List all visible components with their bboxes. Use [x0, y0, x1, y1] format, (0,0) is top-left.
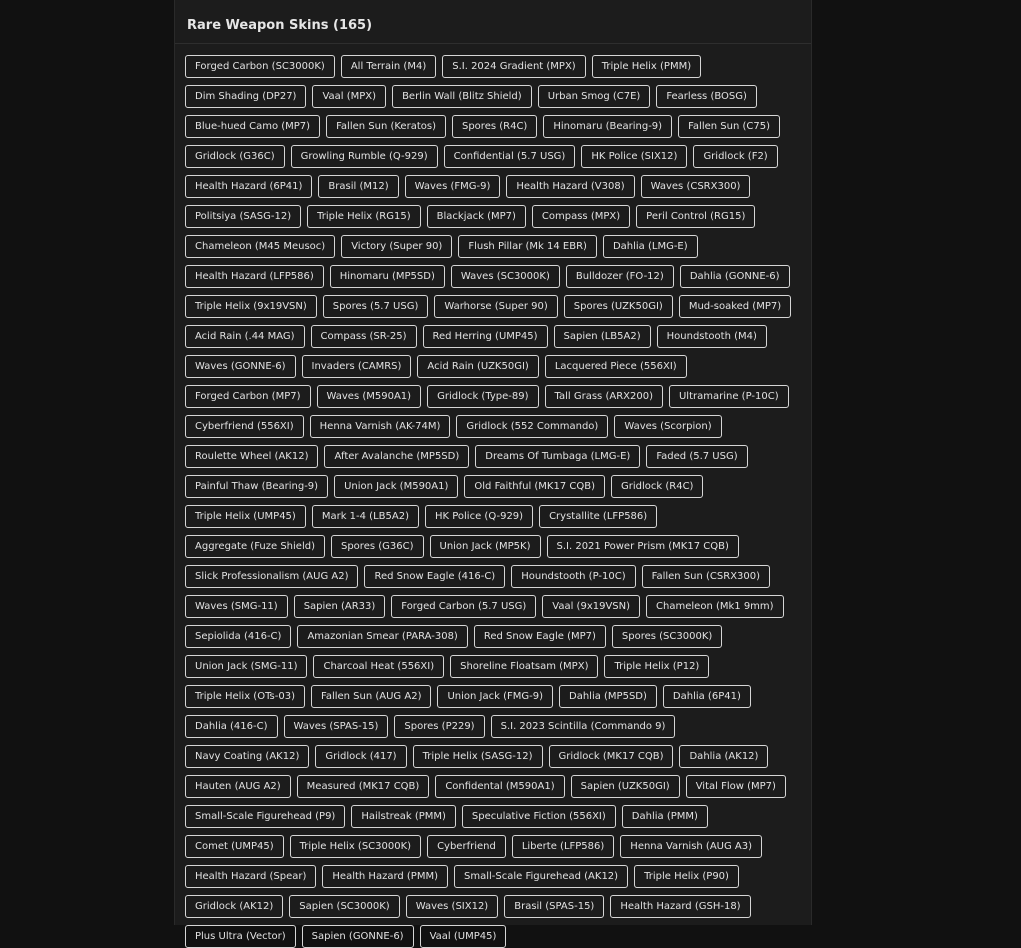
skin-tag[interactable]: Fallen Sun (CSRX300) — [642, 565, 770, 588]
skin-tag[interactable]: Cyberfriend — [427, 835, 506, 858]
skin-tag[interactable]: Triple Helix (SC3000K) — [290, 835, 421, 858]
skin-tag[interactable]: Vaal (MPX) — [312, 85, 386, 108]
skin-tag[interactable]: Sapien (SC3000K) — [289, 895, 399, 918]
skin-tag[interactable]: Gridlock (F2) — [693, 145, 777, 168]
rare-weapon-skins-panel — [174, 0, 812, 942]
skin-tag[interactable]: Triple Helix (9x19VSN) — [185, 295, 317, 318]
skin-tag[interactable]: HK Police (Q-929) — [425, 505, 533, 528]
skin-tag[interactable]: Gridlock (Type-89) — [427, 385, 538, 408]
skin-tag[interactable]: Crystallite (LFP586) — [539, 505, 657, 528]
skin-tag[interactable]: Waves (FMG-9) — [405, 175, 501, 198]
skin-tag[interactable]: Gridlock (MK17 CQB) — [549, 745, 674, 768]
skin-tag[interactable]: Sapien (GONNE-6) — [302, 925, 414, 948]
skin-tag[interactable]: Dreams Of Tumbaga (LMG-E) — [475, 445, 640, 468]
skin-tag[interactable]: Spores (G36C) — [331, 535, 424, 558]
skin-tag[interactable]: Compass (SR-25) — [311, 325, 417, 348]
skin-tag[interactable]: Mud-soaked (MP7) — [679, 295, 791, 318]
skin-tag[interactable]: Vital Flow (MP7) — [686, 775, 786, 798]
skin-tag[interactable]: Health Hazard (V308) — [506, 175, 634, 198]
skin-tag[interactable]: Spores (UZK50GI) — [564, 295, 673, 318]
skin-tag[interactable]: All Terrain (M4) — [341, 55, 436, 78]
skin-tag[interactable]: Amazonian Smear (PARA-308) — [297, 625, 467, 648]
skin-tag[interactable]: Henna Varnish (AUG A3) — [620, 835, 762, 858]
skin-tag[interactable]: Gridlock (R4C) — [611, 475, 703, 498]
skin-tag[interactable]: Sapien (LB5A2) — [554, 325, 651, 348]
skin-tag[interactable]: Red Herring (UMP45) — [423, 325, 548, 348]
skin-tag[interactable]: Dahlia (GONNE-6) — [680, 265, 790, 288]
skin-tag[interactable]: Triple Helix (UMP45) — [185, 505, 306, 528]
skin-tag[interactable]: Spores (R4C) — [452, 115, 537, 138]
skin-tag[interactable]: Sepiolida (416-C) — [185, 625, 291, 648]
skin-tag[interactable]: Red Snow Eagle (416-C) — [364, 565, 505, 588]
skin-tag[interactable]: Dahlia (PMM) — [622, 805, 708, 828]
skin-tag[interactable]: Acid Rain (.44 MAG) — [185, 325, 305, 348]
skin-tag[interactable]: Acid Rain (UZK50GI) — [417, 355, 538, 378]
skin-tag[interactable]: Vaal (UMP45) — [420, 925, 507, 948]
skin-tag[interactable]: Waves (GONNE-6) — [185, 355, 296, 378]
skin-tag[interactable]: Health Hazard (Spear) — [185, 865, 316, 888]
skin-tag[interactable]: Brasil (M12) — [318, 175, 398, 198]
skin-tag[interactable]: Speculative Fiction (556XI) — [462, 805, 616, 828]
skin-tag[interactable]: Compass (MPX) — [532, 205, 630, 228]
skin-tag[interactable]: Red Snow Eagle (MP7) — [474, 625, 606, 648]
skin-tag[interactable]: Fallen Sun (Keratos) — [326, 115, 446, 138]
skin-tag[interactable]: Waves (SC3000K) — [451, 265, 560, 288]
skin-tag[interactable]: Invaders (CAMRS) — [302, 355, 412, 378]
skin-tag[interactable]: Small-Scale Figurehead (AK12) — [454, 865, 628, 888]
skin-tag[interactable]: S.I. 2023 Scintilla (Commando 9) — [491, 715, 676, 738]
skin-tag[interactable]: Gridlock (417) — [315, 745, 406, 768]
skin-tag[interactable]: Dahlia (416-C) — [185, 715, 278, 738]
skin-tag[interactable]: Spores (SC3000K) — [612, 625, 722, 648]
skin-tag[interactable]: Mark 1-4 (LB5A2) — [312, 505, 419, 528]
skin-tag[interactable]: Spores (P229) — [394, 715, 484, 738]
skin-tag[interactable]: Lacquered Piece (556XI) — [545, 355, 687, 378]
skin-tag[interactable]: Peril Control (RG15) — [636, 205, 755, 228]
skin-tag[interactable]: Blackjack (MP7) — [427, 205, 526, 228]
skin-tag[interactable]: Union Jack (SMG-11) — [185, 655, 307, 678]
skin-tag[interactable]: Victory (Super 90) — [341, 235, 452, 258]
panel-title: Rare Weapon Skins (165) — [187, 18, 373, 33]
skin-tag[interactable]: Chameleon (M45 Meusoc) — [185, 235, 335, 258]
skin-tag[interactable]: Hinomaru (Bearing-9) — [543, 115, 672, 138]
skin-tag[interactable]: Triple Helix (SASG-12) — [413, 745, 543, 768]
skin-tag[interactable]: Vaal (9x19VSN) — [542, 595, 640, 618]
skin-tag-list — [175, 44, 811, 948]
skin-tag[interactable]: Fallen Sun (C75) — [678, 115, 780, 138]
skin-tag[interactable]: Growling Rumble (Q-929) — [291, 145, 438, 168]
skin-tag[interactable]: Politsiya (SASG-12) — [185, 205, 301, 228]
skin-tag[interactable]: Dim Shading (DP27) — [185, 85, 306, 108]
skin-tag[interactable]: Fallen Sun (AUG A2) — [311, 685, 431, 708]
skin-tag[interactable]: Houndstooth (P-10C) — [511, 565, 635, 588]
skin-tag[interactable]: Berlin Wall (Blitz Shield) — [392, 85, 532, 108]
skin-tag[interactable]: Triple Helix (P12) — [604, 655, 709, 678]
skin-tag[interactable]: Plus Ultra (Vector) — [185, 925, 296, 948]
skin-tag[interactable]: Dahlia (LMG-E) — [603, 235, 698, 258]
skin-tag[interactable]: Gridlock (AK12) — [185, 895, 283, 918]
skin-tag[interactable]: Urban Smog (C7E) — [538, 85, 651, 108]
skin-tag[interactable]: Aggregate (Fuze Shield) — [185, 535, 325, 558]
skin-tag[interactable]: Union Jack (FMG-9) — [437, 685, 553, 708]
skin-tag[interactable]: Sapien (UZK50GI) — [571, 775, 680, 798]
skin-tag[interactable]: Union Jack (M590A1) — [334, 475, 458, 498]
skin-tag[interactable]: Hailstreak (PMM) — [351, 805, 456, 828]
skin-tag[interactable]: Waves (CSRX300) — [641, 175, 751, 198]
skin-tag[interactable]: Forged Carbon (MP7) — [185, 385, 311, 408]
skin-tag[interactable]: Triple Helix (OTs-03) — [185, 685, 305, 708]
skin-tag[interactable]: Gridlock (552 Commando) — [456, 415, 608, 438]
panel-header — [175, 0, 811, 44]
skin-tag[interactable]: Roulette Wheel (AK12) — [185, 445, 318, 468]
skin-tag[interactable]: Gridlock (G36C) — [185, 145, 285, 168]
skin-tag[interactable]: Blue-hued Camo (MP7) — [185, 115, 320, 138]
skin-tag[interactable]: Tall Grass (ARX200) — [545, 385, 663, 408]
skin-tag[interactable]: Henna Varnish (AK-74M) — [310, 415, 451, 438]
skin-tag[interactable]: Confidental (M590A1) — [435, 775, 564, 798]
skin-tag[interactable]: Chameleon (Mk1 9mm) — [646, 595, 784, 618]
skin-tag[interactable]: Forged Carbon (5.7 USG) — [391, 595, 536, 618]
skin-tag[interactable]: Waves (M590A1) — [317, 385, 422, 408]
skin-tag[interactable]: Confidential (5.7 USG) — [444, 145, 576, 168]
skin-tag[interactable]: Waves (SPAS-15) — [284, 715, 389, 738]
skin-tag[interactable]: Navy Coating (AK12) — [185, 745, 309, 768]
skin-tag[interactable]: Brasil (SPAS-15) — [504, 895, 604, 918]
skin-tag[interactable]: Waves (Scorpion) — [614, 415, 721, 438]
skin-tag[interactable]: Comet (UMP45) — [185, 835, 284, 858]
skin-tag[interactable]: Liberte (LFP586) — [512, 835, 614, 858]
skin-tag[interactable]: HK Police (SIX12) — [581, 145, 687, 168]
skin-tag[interactable]: Waves (SMG-11) — [185, 595, 288, 618]
skin-tag[interactable]: Painful Thaw (Bearing-9) — [185, 475, 328, 498]
skin-tag[interactable]: Warhorse (Super 90) — [434, 295, 557, 318]
skin-tag[interactable]: Triple Helix (P90) — [634, 865, 739, 888]
skin-tag[interactable]: Cyberfriend (556XI) — [185, 415, 304, 438]
skin-tag[interactable]: Small-Scale Figurehead (P9) — [185, 805, 345, 828]
skin-tag[interactable]: Slick Professionalism (AUG A2) — [185, 565, 358, 588]
skin-tag[interactable]: Health Hazard (PMM) — [322, 865, 448, 888]
skin-tag[interactable]: Measured (MK17 CQB) — [297, 775, 430, 798]
skin-tag[interactable]: Hinomaru (MP5SD) — [330, 265, 445, 288]
skin-tag[interactable]: Health Hazard (LFP586) — [185, 265, 324, 288]
skin-tag[interactable]: Houndstooth (M4) — [657, 325, 767, 348]
skin-tag[interactable]: Health Hazard (6P41) — [185, 175, 312, 198]
skin-tag[interactable]: Hauten (AUG A2) — [185, 775, 291, 798]
skin-tag[interactable]: Sapien (AR33) — [294, 595, 386, 618]
skin-tag[interactable]: Charcoal Heat (556XI) — [313, 655, 444, 678]
skin-tag[interactable]: Shoreline Floatsam (MPX) — [450, 655, 598, 678]
skin-tag[interactable]: Fearless (BOSG) — [656, 85, 757, 108]
skin-tag[interactable]: After Avalanche (MP5SD) — [324, 445, 469, 468]
skin-tag[interactable]: Waves (SIX12) — [406, 895, 499, 918]
skin-tag[interactable]: Triple Helix (RG15) — [307, 205, 421, 228]
skin-tag[interactable]: Forged Carbon (SC3000K) — [185, 55, 335, 78]
skin-tag[interactable]: S.I. 2024 Gradient (MPX) — [442, 55, 585, 78]
skin-tag[interactable]: Health Hazard (GSH-18) — [610, 895, 750, 918]
skin-tag[interactable]: Dahlia (AK12) — [679, 745, 768, 768]
skin-tag[interactable]: S.I. 2021 Power Prism (MK17 CQB) — [547, 535, 739, 558]
skin-tag[interactable]: Faded (5.7 USG) — [646, 445, 747, 468]
skin-tag[interactable]: Dahlia (6P41) — [663, 685, 751, 708]
skin-tag[interactable]: Triple Helix (PMM) — [592, 55, 701, 78]
skin-tag[interactable]: Spores (5.7 USG) — [323, 295, 429, 318]
skin-tag[interactable]: Union Jack (MP5K) — [430, 535, 541, 558]
skin-tag[interactable]: Ultramarine (P-10C) — [669, 385, 789, 408]
skin-tag[interactable]: Old Faithful (MK17 CQB) — [464, 475, 605, 498]
skin-tag[interactable]: Dahlia (MP5SD) — [559, 685, 657, 708]
skin-tag[interactable]: Flush Pillar (Mk 14 EBR) — [458, 235, 597, 258]
skin-tag[interactable]: Bulldozer (FO-12) — [566, 265, 674, 288]
